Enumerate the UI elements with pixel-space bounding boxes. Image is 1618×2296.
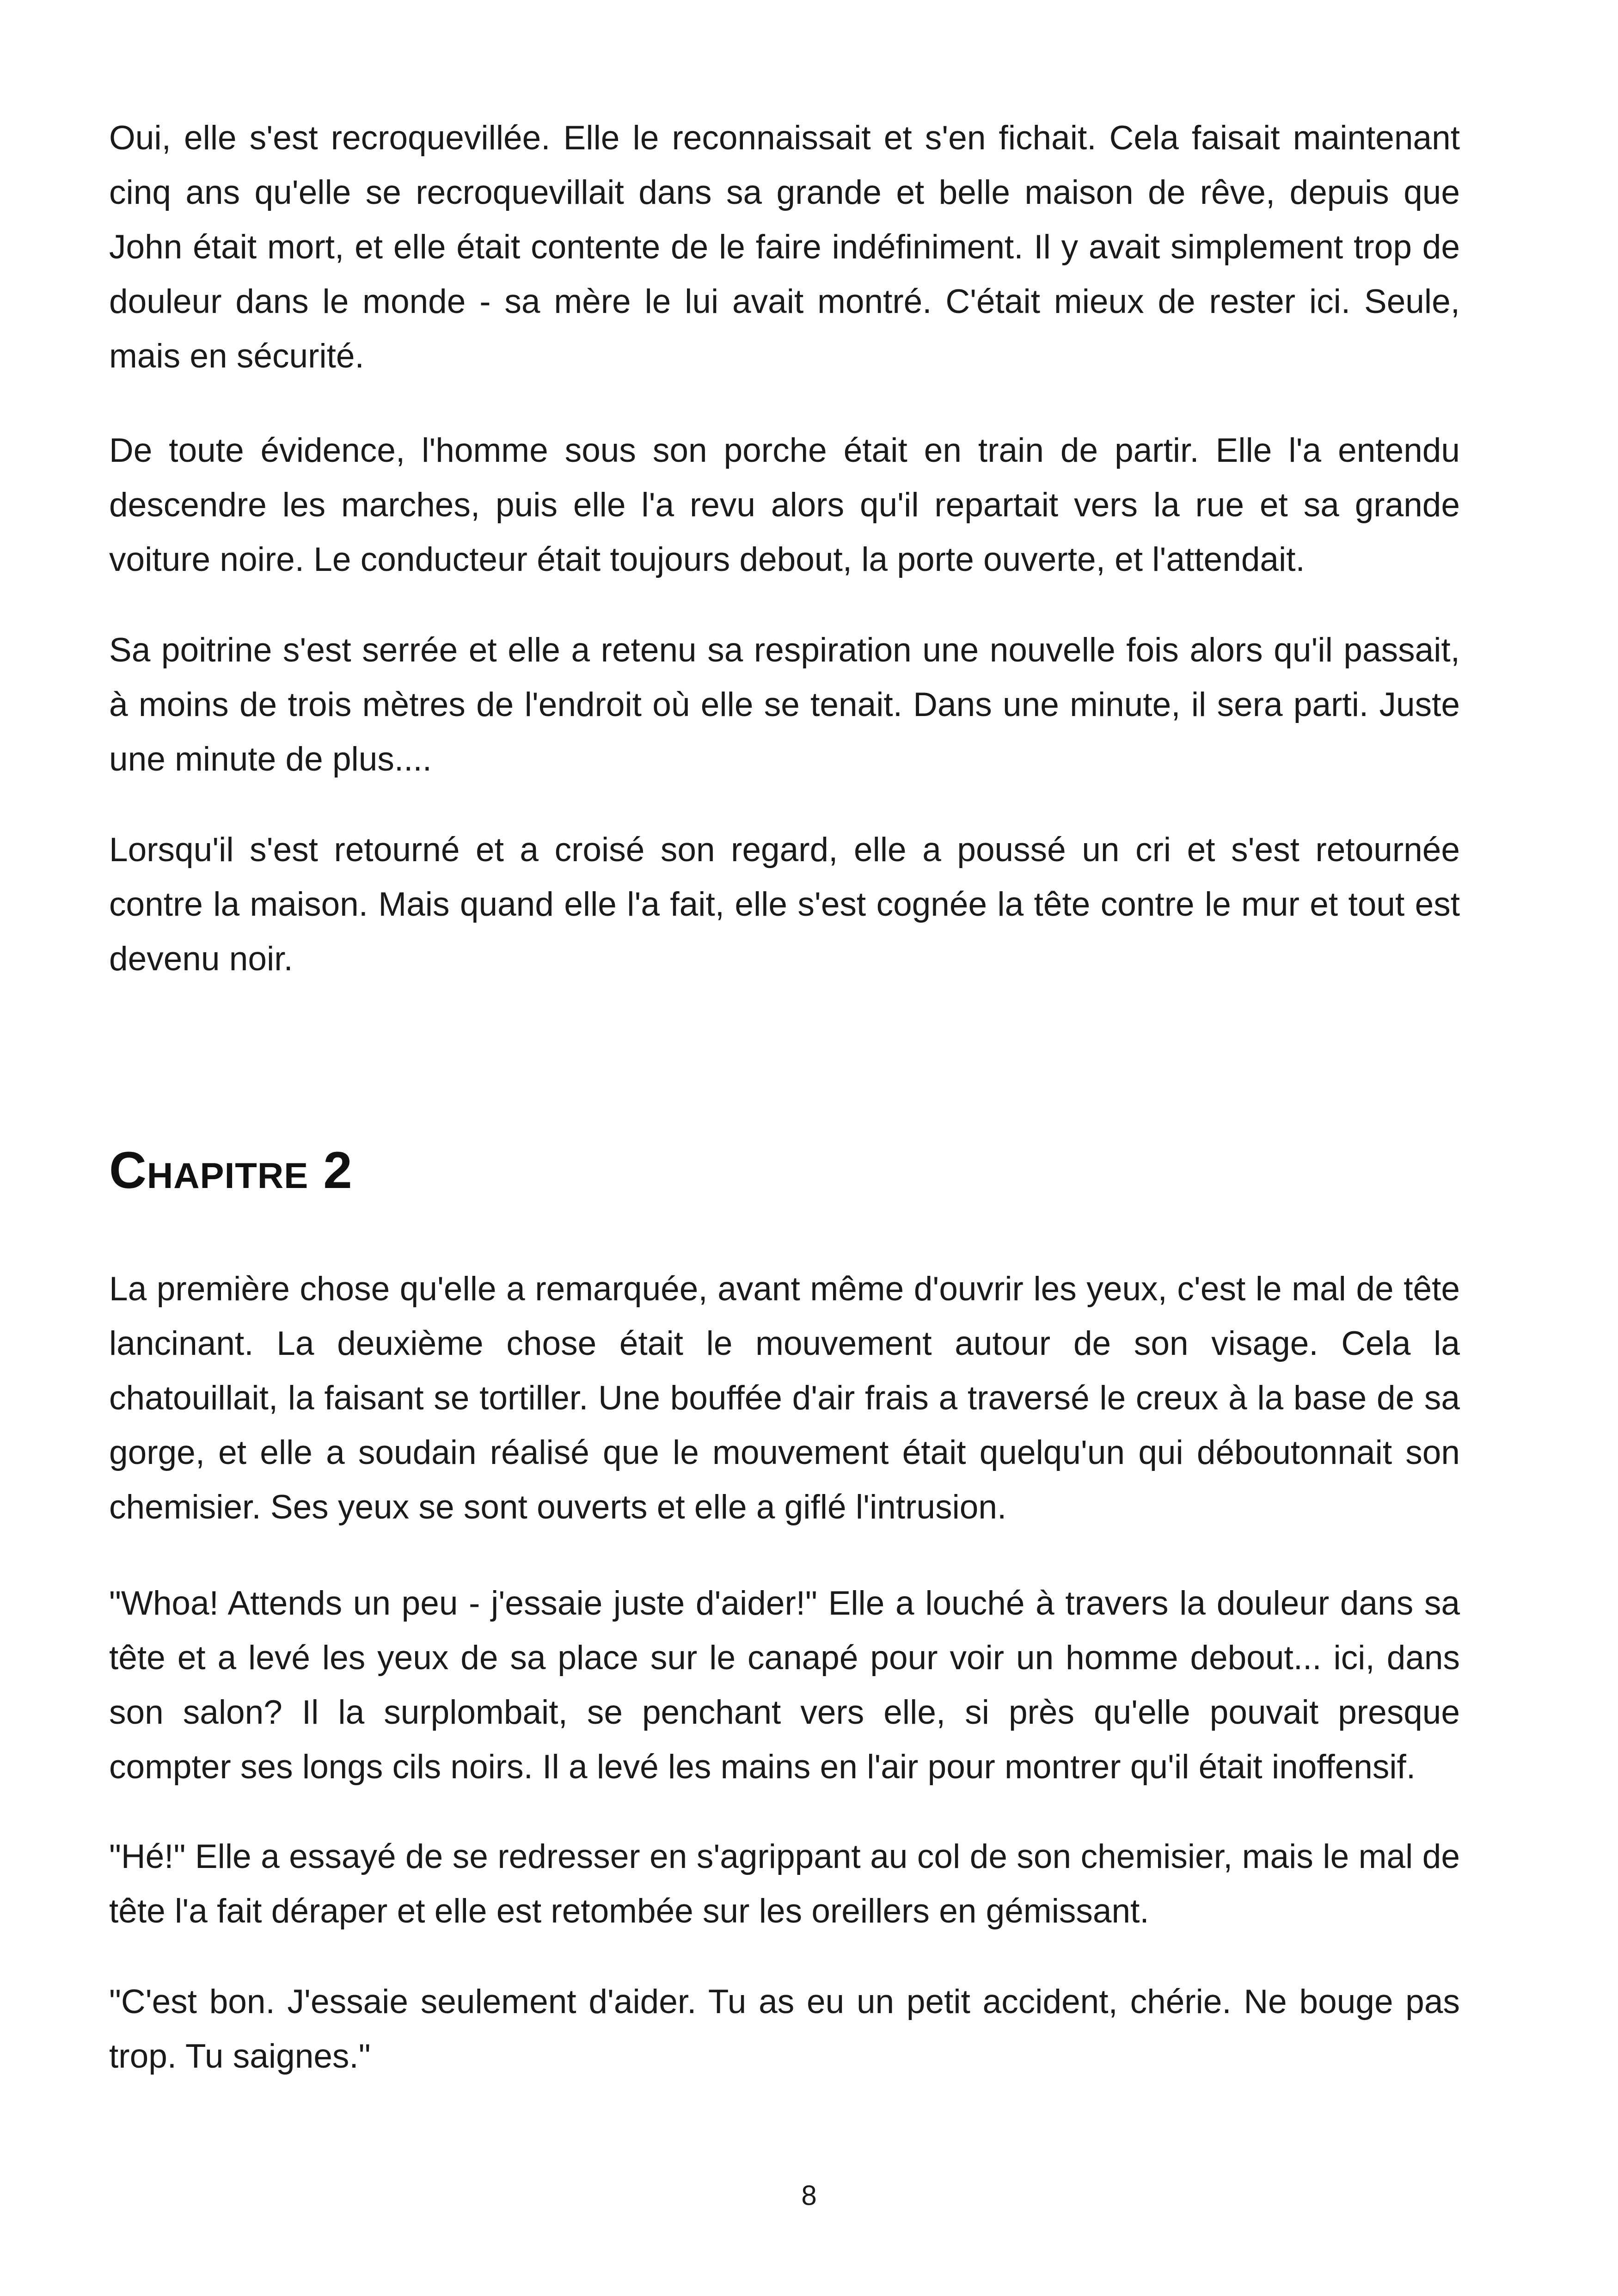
paragraph-5: La première chose qu'elle a remarquée, avant même d'ouvrir les yeux, c'est le mal de tête lancinant. La deuxième chose était le mouvement autour de son visage. Cela la chatouillait, la faisant se tortiller. Une bouffée d'air frais a traversé le creux à la base de sa gorge, et elle a soudain réalisé que le mouvement était quelqu'un qui déboutonnait son chemisier. Ses yeux se sont ouverts et elle a giflé l'intrusion. — [109, 1270, 1460, 1526]
page-number: 8 — [801, 2180, 817, 2211]
paragraph-1: Oui, elle s'est recroquevillée. Elle le reconnaissait et s'en fichait. Cela faisait maintenant cinq ans qu'elle se recroquevillait dans sa grande et belle maison de rêve, depuis que John était mort, et elle était contente de le faire indéfiniment. Il y avait simplement trop de douleur dans le monde - sa mère le lui avait montré. C'était mieux de rester ici. Seule, mais en sécurité. — [109, 119, 1460, 375]
paragraph-8: "C'est bon. J'essaie seulement d'aider. Tu as eu un petit accident, chérie. Ne bouge pas trop. Tu saignes." — [109, 1983, 1460, 2075]
paragraph-3: Sa poitrine s'est serrée et elle a retenu sa respiration une nouvelle fois alors qu'il passait, à moins de trois mètres de l'endroit où elle se tenait. Dans une minute, il sera parti. Juste une minute de plus.... — [109, 631, 1460, 778]
paragraph-6: "Whoa! Attends un peu - j'essaie juste d'aider!" Elle a louché à travers la douleur dans sa tête et a levé les yeux de sa place sur le canapé pour voir un homme debout... ici, dans son salon? Il la surplombait, se penchant vers elle, si près qu'elle pouvait presque compter ses longs cils noirs. Il a levé les mains en l'air pour montrer qu'il était inoffensif. — [109, 1585, 1460, 1786]
paragraph-7: "Hé!" Elle a essayé de se redresser en s'agrippant au col de son chemisier, mais le mal de tête l'a fait déraper et elle est retombée sur les oreillers en gémissant. — [109, 1838, 1460, 1930]
paragraph-4: Lorsqu'il s'est retourné et a croisé son regard, elle a poussé un cri et s'est retournée contre la maison. Mais quand elle l'a fait, elle s'est cognée la tête contre le mur et tout est devenu noir. — [109, 831, 1460, 978]
paragraph-2: De toute évidence, l'homme sous son porche était en train de partir. Elle l'a entendu descendre les marches, puis elle l'a revu alors qu'il repartait vers la rue et sa grande voiture noire. Le conducteur était toujours debout, la porte ouverte, et l'attendait. — [109, 432, 1460, 578]
chapter-heading: Chapitre 2 — [109, 1141, 353, 1199]
